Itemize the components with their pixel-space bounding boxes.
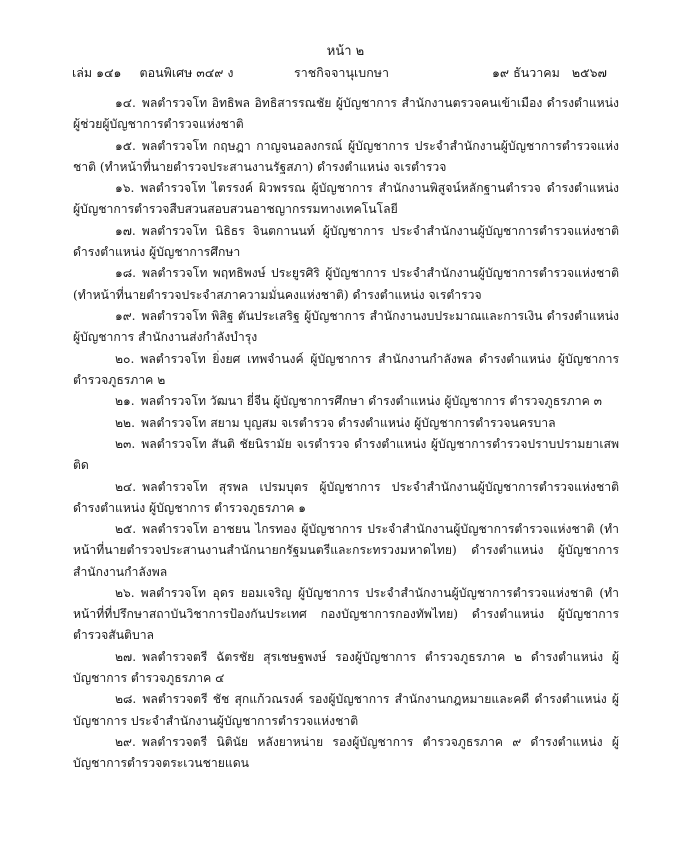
date-day-month: ๑๙ ธันวาคม	[492, 65, 560, 80]
list-item	[73, 221, 619, 263]
item-text: พลตำรวจตรี ฉัตรชัย สุรเชษฐพงษ์ รองผู้บัญชาการ ตำรวจภูธรภาค ๒ ดำรงตำแหน่ง ผู้บัญชาการ ตำรวจภูธรภาค ๔	[73, 649, 619, 685]
item-text: พลตำรวจตรี ชัช สุกแก้วณรงค์ รองผู้บัญชาการ สำนักงานกฎหมายและคดี ดำรงตำแหน่ง ผู้บัญชาการ ประจำสำนักงานผู้บัญชาการตำรวจแห่งชาติ	[73, 692, 619, 728]
list-item	[73, 583, 619, 647]
list-item	[73, 732, 619, 774]
item-text: พลตำรวจโท กฤษฎา กาญจนอลงกรณ์ ผู้บัญชาการ ประจำสำนักงานผู้บัญชาการตำรวจแห่งชาติ (ทำหน้าที่นายตำรวจประสานงานรัฐสภา) ดำรงตำแหน่ง จเรตำรวจ	[73, 138, 619, 174]
list-item	[73, 349, 619, 391]
item-number: ๑๕.	[115, 138, 136, 153]
list-item	[73, 413, 619, 434]
gazette-title: ราชกิจจานุเบกษา	[294, 65, 390, 80]
item-number: ๒๐.	[115, 351, 135, 366]
date-year: ๒๕๖๗	[571, 65, 607, 80]
page-number: หน้า ๒	[326, 44, 365, 59]
header-left	[72, 63, 248, 81]
item-number: ๒๓.	[115, 436, 136, 451]
item-number: ๒๙.	[115, 734, 136, 749]
item-number: ๑๔.	[115, 96, 136, 110]
list-item	[73, 477, 619, 519]
item-text: พลตำรวจโท พิสิฐ ตันประเสริฐ ผู้บัญชาการ สำนักงานงบประมาณและการเงิน ดำรงตำแหน่ง ผู้บัญชาการ สำนักงานส่งกำลังบำรุง	[73, 308, 619, 345]
item-number: ๒๑.	[115, 394, 135, 409]
list-item	[73, 391, 619, 412]
item-text: พลตำรวจโท นิธิธร จินตกานนท์ ผู้บัญชาการ ประจำสำนักงานผู้บัญชาการตำรวจแห่งชาติ ดำรงตำแหน่ง ผู้บัญชาการศึกษา	[73, 223, 619, 259]
item-text: พลตำรวจโท วัฒนา ยี่จีน ผู้บัญชาการศึกษา ดำรงตำแหน่ง ผู้บัญชาการ ตำรวจภูธรภาค ๓	[140, 394, 602, 409]
item-text: พลตำรวจตรี นิตินัย หลังยาหน่าย รองผู้บัญชาการ ตำรวจภูธรภาค ๙ ดำรงตำแหน่ง ผู้บัญชาการตำรวจตระเวนชายแดน	[73, 734, 619, 771]
item-number: ๒๘.	[115, 692, 137, 707]
list-item	[73, 263, 619, 305]
item-number: ๑๙.	[115, 308, 136, 323]
list-item	[73, 136, 619, 178]
volume-label: เล่ม ๑๔๑	[72, 65, 122, 80]
item-text: พลตำรวจโท สุรพล เปรมบุตร ผู้บัญชาการ ประจำสำนักงานผู้บัญชาการตำรวจแห่งชาติ ดำรงตำแหน่ง ผู้บัญชาการ ตำรวจภูธรภาค ๑	[73, 479, 619, 515]
header-date	[492, 63, 619, 81]
item-number: ๒๒.	[115, 415, 135, 430]
list-item	[73, 647, 619, 689]
item-number: ๒๔.	[115, 479, 137, 494]
appointment-list	[73, 93, 619, 775]
list-item	[73, 306, 619, 348]
item-text: พลตำรวจโท อุดร ยอมเจริญ ผู้บัญชาการ ประจำสำนักงานผู้บัญชาการตำรวจแห่งชาติ (ทำหน้าที่ที่ปรึกษาสถาบันวิชาการป้องกันประเทศ กองบัญชาการกองทัพไทย) ดำรงตำแหน่ง ผู้บัญชาการตำรวจสันติบาล	[73, 585, 619, 643]
list-item	[73, 434, 619, 476]
item-text: พลตำรวจโท พฤทธิพงษ์ ประยูรศิริ ผู้บัญชาการ ประจำสำนักงานผู้บัญชาการตำรวจแห่งชาติ (ทำหน้าที่นายตำรวจประจำสภาความมั่นคงแห่งชาติ) ดำรงตำแหน่ง จเรตำรวจ	[73, 266, 619, 302]
item-number: ๑๘.	[115, 266, 137, 281]
item-text: พลตำรวจโท ยิ่งยศ เทพจำนงค์ ผู้บัญชาการ สำนักงานกำลังพล ดำรงตำแหน่ง ผู้บัญชาการ ตำรวจภูธรภาค ๒	[73, 351, 619, 387]
item-text: พลตำรวจโท สันติ ชัยนิรามัย จเรตำรวจ ดำรงตำแหน่ง ผู้บัญชาการตำรวจปราบปรามยาเสพติด	[73, 436, 619, 473]
item-text: พลตำรวจโท อิทธิพล อิทธิสารรณชัย ผู้บัญชาการ สำนักงานตรวจคนเข้าเมือง ดำรงตำแหน่ง ผู้ช่วยผู้บัญชาการตำรวจแห่งชาติ	[73, 96, 619, 132]
list-item	[73, 689, 619, 731]
item-number: ๒๗.	[115, 649, 137, 664]
list-item	[73, 519, 619, 583]
section-label: ตอนพิเศษ ๓๔๙ ง	[139, 65, 234, 80]
item-number: ๑๖.	[115, 181, 135, 196]
item-text: พลตำรวจโท ไตรรงค์ ผิวพรรณ ผู้บัญชาการ สำนักงานพิสูจน์หลักฐานตำรวจ ดำรงตำแหน่ง ผู้บัญชาการตำรวจสืบสวนสอบสวนอาชญากรรมทางเทคโนโลยี	[73, 181, 619, 217]
list-item	[73, 93, 619, 135]
item-text: พลตำรวจโท สยาม บุญสม จเรตำรวจ ดำรงตำแหน่ง ผู้บัญชาการตำรวจนครบาล	[140, 415, 556, 430]
item-text: พลตำรวจโท อาชยน ไกรทอง ผู้บัญชาการ ประจำสำนักงานผู้บัญชาการตำรวจแห่งชาติ (ทำหน้าที่นายตำรวจประสานงานสำนักนายกรัฐมนตรีและกระทรวงมหาดไทย) ดำรงตำแหน่ง ผู้บัญชาการ สำนักงานกำลังพล	[73, 522, 619, 579]
item-number: ๑๗.	[115, 223, 136, 238]
list-item	[73, 178, 619, 220]
item-number: ๒๖.	[115, 585, 135, 600]
item-number: ๒๕.	[115, 522, 137, 537]
